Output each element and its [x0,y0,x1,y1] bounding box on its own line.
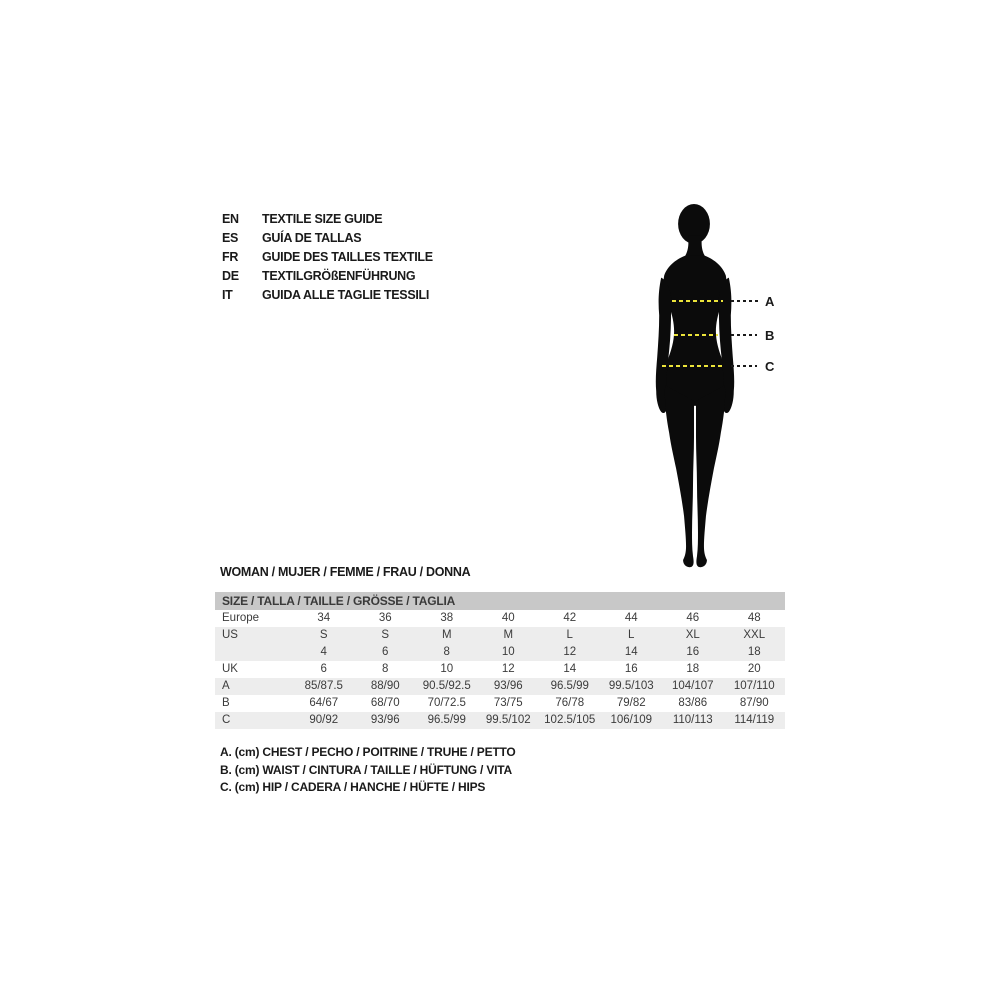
waist-measure-line [674,334,718,336]
gender-header: WOMAN / MUJER / FEMME / FRAU / DONNA [220,565,471,579]
size-value: 12 [563,646,577,658]
woman-silhouette-figure [645,202,745,570]
language-label: TEXTILE SIZE GUIDE [262,212,383,226]
size-value: 93/96 [493,680,523,692]
table-row [215,627,785,644]
size-value: 79/82 [616,697,646,709]
row-label [215,644,293,661]
marker-label-b: B [765,328,775,343]
size-value: 102.5/105 [544,714,596,726]
language-row [222,210,433,229]
language-row [222,286,433,305]
size-value: 6 [382,646,389,658]
left-leg-shape [665,385,694,567]
language-code: DE [222,269,239,283]
size-value: 90.5/92.5 [422,680,471,692]
size-value: 87/90 [739,697,769,709]
language-label: GUÍA DE TALLAS [262,231,362,245]
size-value: L [628,629,635,641]
footnote-line: C. (cm) HIP / CADERA / HANCHE / HÜFTE / HIPS [220,780,486,794]
chest-leader-line [731,300,758,302]
row-label: B [222,697,230,709]
size-value: S [381,629,390,641]
size-value: 46 [686,612,700,624]
size-value: 85/87.5 [304,680,343,692]
language-row [222,267,433,286]
size-value: 34 [317,612,331,624]
size-value: XL [685,629,700,641]
size-value: 18 [686,663,700,675]
size-value: 10 [501,646,515,658]
size-value: 114/119 [734,714,775,726]
size-value: 106/109 [610,714,653,726]
row-label: US [222,629,238,641]
chest-measure-line [672,300,723,302]
size-value: 36 [378,612,392,624]
measurement-footnotes [220,744,516,797]
table-row [215,644,785,661]
size-value: 90/92 [309,714,339,726]
size-value: 48 [747,612,761,624]
language-code: IT [222,288,233,302]
table-row [215,661,785,678]
row-label: UK [222,663,238,675]
size-value: 16 [624,663,638,675]
size-value: M [441,629,452,641]
torso-shape [664,256,727,406]
language-code: EN [222,212,239,226]
language-row [222,248,433,267]
size-value: 16 [686,646,700,658]
size-value: 14 [563,663,577,675]
size-value: 76/78 [555,697,585,709]
size-value: 38 [440,612,454,624]
size-value: 73/75 [493,697,523,709]
footnote-line: A. (cm) CHEST / PECHO / POITRINE / TRUHE / PETTO [220,745,516,759]
row-label: C [222,714,231,726]
size-value: 110/113 [672,714,713,726]
size-value: 88/90 [370,680,400,692]
row-label: A [222,680,230,692]
size-value: 96.5/99 [427,714,466,726]
size-value: 8 [382,663,389,675]
size-value: 6 [320,663,327,675]
table-row [215,610,785,627]
size-value: M [503,629,514,641]
size-table-body [215,610,785,729]
size-value: L [566,629,573,641]
language-list [222,210,433,305]
language-label: GUIDA ALLE TAGLIE TESSILI [262,288,430,302]
size-value: S [319,629,328,641]
row-label: Europe [222,612,260,624]
size-value: 8 [443,646,450,658]
language-code: FR [222,250,239,264]
size-value: 107/110 [733,680,775,692]
size-value: 40 [501,612,515,624]
size-value: 20 [747,663,761,675]
size-value: 70/72.5 [427,697,466,709]
marker-label-a: A [765,294,775,309]
hip-leader-line [731,365,757,367]
size-value: 12 [501,663,515,675]
language-code: ES [222,231,239,245]
hip-measure-line [662,365,723,367]
waist-leader-line [731,334,757,336]
size-value: 4 [320,646,327,658]
size-header-band [215,592,785,610]
size-value: 99.5/102 [485,714,531,726]
language-label: GUIDE DES TAILLES TEXTILE [262,250,433,264]
size-value: 96.5/99 [550,680,589,692]
size-value: 93/96 [370,714,400,726]
footnote-line: B. (cm) WAIST / CINTURA / TAILLE / HÜFTUNG / VITA [220,762,512,777]
table-row [215,712,785,729]
size-value: 18 [747,646,761,658]
size-value: 10 [440,663,454,675]
table-row [215,678,785,695]
size-value: 83/86 [678,697,708,709]
right-leg-shape [696,385,725,567]
size-header-text: SIZE / TALLA / TAILLE / GRÖSSE / TAGLIA [222,594,456,608]
size-value: 104/107 [671,680,714,692]
size-value: 99.5/103 [608,680,654,692]
size-value: 14 [624,646,638,658]
size-value: 68/70 [370,697,400,709]
size-value: 64/67 [309,697,339,709]
size-value: 42 [563,612,577,624]
language-label: TEXTILGRÖßENFÜHRUNG [262,269,416,283]
size-value: XXL [743,629,766,641]
marker-label-c: C [765,359,775,374]
size-value: 44 [624,612,638,624]
table-row [215,695,785,712]
language-row [222,229,433,248]
